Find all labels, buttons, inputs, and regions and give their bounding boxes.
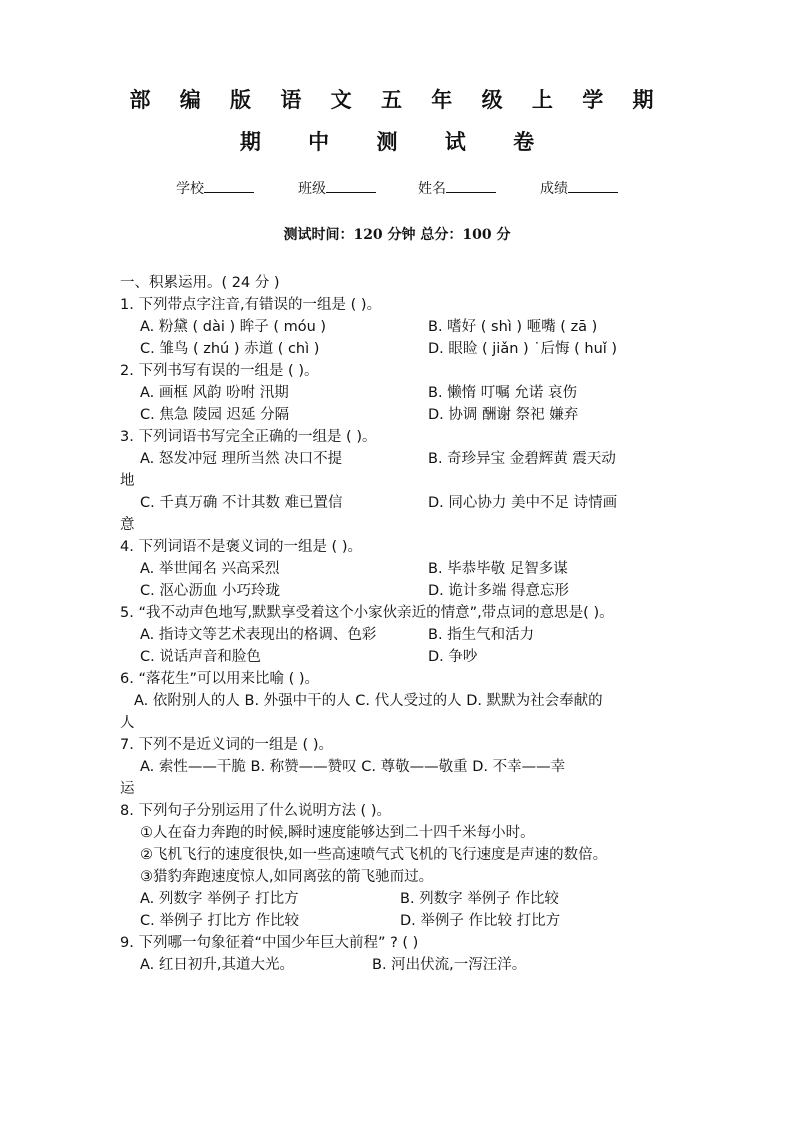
question-line: D. 协调 酬谢 祭祀 嫌弃 xyxy=(428,407,579,423)
question-line: 人 xyxy=(120,715,135,731)
field-score: 成绩 xyxy=(540,178,618,198)
question-line: 8. 下列句子分别运用了什么说明方法 ( )。 xyxy=(120,803,391,819)
question-line: D. 诡计多端 得意忘形 xyxy=(428,583,569,599)
question-line: 7. 下列不是近义词的一组是 ( )。 xyxy=(120,737,333,753)
question-line: 6. “落花生”可以用来比喻 ( )。 xyxy=(120,671,319,687)
question-line: A. 怒发冲冠 理所当然 决口不提 xyxy=(140,451,343,467)
question-line: 1. 下列带点字注音,有错误的一组是 ( )。 xyxy=(120,297,382,313)
question-line: C. 焦急 陵园 迟延 分隔 xyxy=(140,407,290,423)
question-line: A. 红日初升,其道大光。 xyxy=(140,957,294,973)
question-line: B. 河出伏流,一泻汪洋。 xyxy=(372,957,527,973)
question-line: C. 雏鸟 ( zhú ) 赤道 ( chì ) xyxy=(140,341,320,357)
question-line: C. 说话声音和脸色 xyxy=(140,649,261,665)
page-title-line1: 部 编 版 语 文 五 年 级 上 学 期 xyxy=(129,87,665,112)
section-heading: 一、积累运用。( 24 分 ) xyxy=(120,275,280,291)
question-line: A. 依附别人的人 B. 外强中干的人 C. 代人受过的人 D. 默默为社会奉献的 xyxy=(134,693,603,709)
question-line: 运 xyxy=(120,781,135,797)
question-line: A. 举世闻名 兴高采烈 xyxy=(140,561,280,577)
question-line: 地 xyxy=(120,473,135,489)
question-line: A. 指诗文等艺术表现出的格调、色彩 xyxy=(140,627,377,643)
field-class: 班级 xyxy=(298,178,376,198)
question-line: B. 列数字 举例子 作比较 xyxy=(400,891,559,907)
question-line: C. 沤心沥血 小巧玲珑 xyxy=(140,583,280,599)
question-line: 9. 下列哪一句象征着“中国少年巨大前程” ? ( ) xyxy=(120,935,419,951)
question-line: C. 举例子 打比方 作比较 xyxy=(140,913,300,929)
question-line: ①人在奋力奔跑的时候,瞬时速度能够达到二十四千米每小时。 xyxy=(140,825,535,841)
question-line: D. 眼睑 ( jiǎn ) ˙后悔 ( huǐ ) xyxy=(428,341,618,357)
question-line: C. 千真万确 不计其数 难已置信 xyxy=(140,495,343,511)
question-line: B. 嗜好 ( shì ) 咂嘴 ( zā ) xyxy=(428,319,598,335)
question-line: A. 粉黛 ( dài ) 眸子 ( móu ) xyxy=(140,319,327,335)
question-line: B. 懒惰 叮嘱 允诺 哀伤 xyxy=(428,385,577,401)
question-line: A. 索性——干脆 B. 称赞——赞叹 C. 尊敬——敬重 D. 不幸——幸 xyxy=(140,759,566,775)
question-line: D. 同心协力 美中不足 诗情画 xyxy=(428,495,618,511)
question-line: 5. “我不动声色地写,默默享受着这个小家伙亲近的情意”,带点词的意思是( )。 xyxy=(120,605,614,621)
time-note: 测试时间：120 分钟 总分：100 分 xyxy=(283,227,511,243)
question-line: 意 xyxy=(120,517,135,533)
question-line: D. 举例子 作比较 打比方 xyxy=(400,913,561,929)
question-line: 2. 下列书写有误的一组是 ( )。 xyxy=(120,363,319,379)
question-line: B. 毕恭毕敬 足智多谋 xyxy=(428,561,568,577)
question-line: A. 列数字 举例子 打比方 xyxy=(140,891,299,907)
question-line: A. 画框 风韵 吩咐 汛期 xyxy=(140,385,289,401)
question-line: B. 奇珍异宝 金碧辉黄 震天动 xyxy=(428,451,616,467)
question-line: ③猎豹奔跑速度惊人,如同离弦的箭飞驰而过。 xyxy=(140,869,434,885)
page-title-line2: 期 中 测 试 卷 xyxy=(239,129,555,154)
field-name: 姓名 xyxy=(418,178,496,198)
question-line: ②飞机飞行的速度很快,如一些高速喷气式飞机的飞行速度是声速的数倍。 xyxy=(140,847,608,863)
field-school: 学校 xyxy=(176,178,254,198)
question-line: 3. 下列词语书写完全正确的一组是 ( )。 xyxy=(120,429,377,445)
question-line: B. 指生气和活力 xyxy=(428,627,535,643)
question-line: D. 争吵 xyxy=(428,649,478,665)
question-line: 4. 下列词语不是褒义词的一组是 ( )。 xyxy=(120,539,362,555)
